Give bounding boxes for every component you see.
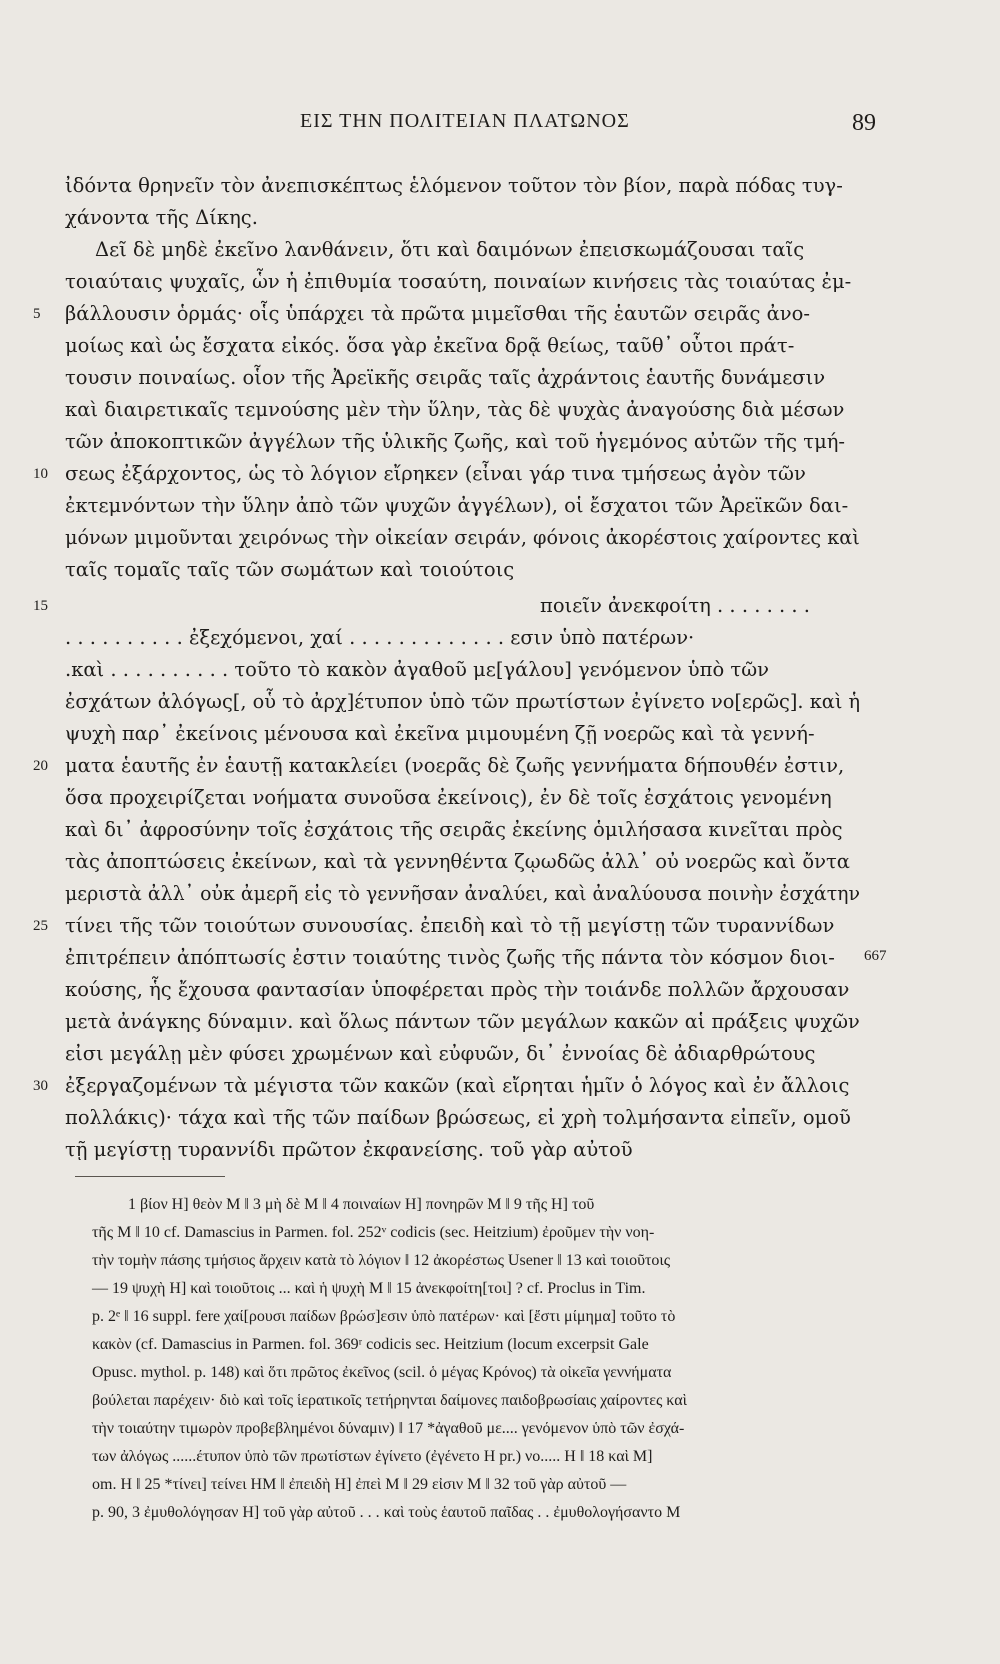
text-line: ἐκτεμνόντων τὴν ὕλην ἀπὸ τῶν ψυχῶν ἀγγέλων), οἱ ἔσχατοι τῶν Ἀρεϊκῶν δαι-: [65, 494, 849, 517]
text-line: .καὶ . . . . . . . . . . τοῦτο τὸ κακὸν ἀγαθοῦ με[γάλου] γενόμενον ὑπὸ τῶν: [65, 658, 769, 681]
text-line: ἐσχάτων ἀλόγως[, οὗ τὸ ἀρχ]έτυπον ὑπὸ τῶν πρωτίστων ἐγίνετο νο[ερῶς]. καὶ ἡ: [65, 690, 861, 713]
footnote-divider: [75, 1176, 225, 1177]
text-line: εἰσι μεγάλῃ μὲν φύσει χρωμένων καὶ εὐφυῶν, δι᾽ ἐννοίας δὲ ἀδιαρθρώτους: [65, 1042, 816, 1065]
text-line: βάλλουσιν ὁρμάς· οἷς ὑπάρχει τὰ πρῶτα μιμεῖσθαι τῆς ἑαυτῶν σειρᾶς ἀνο-: [65, 302, 810, 325]
text-line: τῇ μεγίστῃ τυραννίδι πρῶτον ἐκφανείσης. τοῦ γὰρ αὐτοῦ: [65, 1138, 633, 1161]
line-number: 5: [33, 306, 41, 322]
footnote-line: κακὸν (cf. Damascius in Parmen. fol. 369ʳ codicis sec. Heitzium (locum excerpsit Gale: [92, 1336, 649, 1353]
text-line: τοιαύταις ψυχαῖς, ὧν ἡ ἐπιθυμία τοσαύτη, ποιναίων κινήσεις τὰς τοιαύτας ἐμ-: [65, 270, 852, 293]
footnote-line: τὴν τοιαύτην τιμωρὸν προβεβλημένοι δύναμιν) ‖ 17 *ἀγαθοῦ με.... γενόμενον ὑπὸ τῶν ἐσχά-: [92, 1420, 685, 1437]
text-line: μετὰ ἀνάγκης δύναμιν. καὶ ὅλως πάντων τῶν μεγάλων κακῶν αἱ πράξεις ψυχῶν: [65, 1010, 860, 1033]
text-line: μεριστὰ ἀλλ᾽ οὐκ ἀμερῆ εἰς τὸ γεννῆσαν ἀναλύει, καὶ ἀναλύουσα ποινὴν ἐσχάτην: [65, 882, 861, 905]
text-line: ποιεῖν ἀνεκφοίτη . . . . . . . .: [540, 594, 811, 617]
page-number: 89: [852, 110, 876, 136]
footnote-line: τῆς M ‖ 10 cf. Damascius in Parmen. fol. 252ᵛ codicis (sec. Heitzium) ἐροῦμεν τὴν νοη-: [92, 1224, 655, 1241]
footnote-line: των ἀλόγως ......έτυπον ὑπὸ τῶν πρωτίστων ἐγίνετο (ἐγένετο H pr.) νο..... H ‖ 18 καὶ M]: [92, 1448, 653, 1465]
text-line: ταῖς τομαῖς ταῖς τῶν σωμάτων καὶ τοιούτοις: [65, 558, 515, 581]
text-line: ματα ἑαυτῆς ἐν ἑαυτῇ κατακλείει (νοερᾶς δὲ ζωῆς γεννήματα δήπουθέν ἐστιν,: [65, 754, 845, 777]
text-line: τίνει τῆς τῶν τοιούτων συνουσίας. ἐπειδὴ καὶ τὸ τῇ μεγίστῃ τῶν τυραννίδων: [65, 914, 835, 937]
text-line: . . . . . . . . . . ἐξεχόμενοι, χαί . . . . . . . . . . . . . εσιν ὑπὸ πατέρων·: [65, 626, 695, 649]
text-line: κούσης, ἧς ἔχουσα φαντασίαν ὑποφέρεται πρὸς τὴν τοιάνδε πολλῶν ἄρχουσαν: [65, 978, 850, 1001]
text-line: Δεῖ δὲ μηδὲ ἐκεῖνο λανθάνειν, ὅτι καὶ δαιμόνων ἐπεισκωμάζουσαι ταῖς: [95, 238, 805, 261]
text-line: τουσιν ποιναίως. οἷον τῆς Ἀρεϊκῆς σειρᾶς ταῖς ἀχράντοις ἑαυτῆς δυνάμεσιν: [65, 366, 826, 389]
footnote-line: p. 90, 3 ἐμυθολόγησαν H] τοῦ γὰρ αὐτοῦ . . . καὶ τοὺς ἑαυτοῦ παῖδας . . ἐμυθολογήσαντο M: [92, 1504, 681, 1521]
line-number: 25: [33, 918, 48, 934]
text-line: χάνοντα τῆς Δίκης.: [65, 206, 258, 229]
running-title: ΕΙΣ ΤΗΝ ΠΟΛΙΤΕΙΑΝ ΠΛΑΤΩΝΟΣ: [300, 110, 630, 132]
text-line: ἐξεργαζομένων τὰ μέγιστα τῶν κακῶν (καὶ εἴρηται ἡμῖν ὁ λόγος καὶ ἐν ἄλλοις: [65, 1074, 850, 1097]
line-number: 20: [33, 758, 48, 774]
footnote-line: τὴν τομὴν πάσης τμήσιος ἄρχειν κατὰ τὸ λόγιον ‖ 12 ἀκορέστως Usener ‖ 13 καὶ τοιοῦτοις: [92, 1252, 671, 1269]
footnote-line: βούλεται παρέχειν· διὸ καὶ τοῖς ἱερατικοῖς τετήρηνται δαίμονες παιδοβρωσίαις χαίροντες καὶ: [92, 1392, 687, 1409]
text-line: τὰς ἀποπτώσεις ἐκείνων, καὶ τὰ γεννηθέντα ζῳωδῶς ἀλλ᾽ οὐ νοερῶς καὶ ὄντα: [65, 850, 850, 873]
line-number: 15: [33, 598, 48, 614]
text-line: σεως ἐξάρχοντος, ὡς τὸ λόγιον εἴρηκεν (εἶναι γάρ τινα τμήσεως ἀγὸν τῶν: [65, 462, 806, 485]
text-line: τῶν ἀποκοπτικῶν ἀγγέλων τῆς ὑλικῆς ζωῆς, καὶ τοῦ ἡγεμόνος αὐτῶν τῆς τμή-: [65, 430, 846, 453]
text-line: μόνων μιμοῦνται χειρόνως τὴν οἰκείαν σειράν, φόνοις ἀκορέστοις χαίροντες καὶ: [65, 526, 860, 549]
text-line: ἰδόντα θρηνεῖν τὸν ἀνεπισκέπτως ἑλόμενον τοῦτον τὸν βίον, παρὰ πόδας τυγ-: [65, 174, 843, 197]
footnote-line: 1 βίον H] θεὸν M ‖ 3 μὴ δὲ M ‖ 4 ποιναίων H] πονηρῶν M ‖ 9 τῆς H] τοῦ: [128, 1196, 595, 1213]
text-line: ψυχὴ παρ᾽ ἐκείνοις μένουσα καὶ ἐκεῖνα μιμουμένη ζῇ νοερῶς καὶ τὰ γεννή-: [65, 722, 815, 745]
footnote-line: om. H ‖ 25 *τίνει] τείνει HM ‖ ἐπειδὴ H] ἐπεὶ M ‖ 29 εἰσιν M ‖ 32 τοῦ γὰρ αὐτοῦ —: [92, 1476, 627, 1493]
text-line: ἐπιτρέπειν ἀπόπτωσίς ἐστιν τοιαύτης τινὸς ζωῆς τῆς πάντα τὸν κόσμον διοι-: [65, 946, 835, 969]
line-number: 10: [33, 466, 48, 482]
footnote-line: p. 2ᵉ ‖ 16 suppl. fere χαί[ρουσι παίδων βρώσ]εσιν ὑπὸ πατέρων· καὶ [ἔστι μίμημα] τοῦτο τὸ: [92, 1308, 676, 1325]
text-line: καὶ διαιρετικαῖς τεμνούσης μὲν τὴν ὕλην, τὰς δὲ ψυχὰς ἀναγούσης διὰ μέσων: [65, 398, 845, 421]
text-line: ὅσα προχειρίζεται νοήματα συνοῦσα ἐκείνοις), ἐν δὲ τοῖς ἐσχάτοις γενομένη: [65, 786, 832, 809]
footnote-line: — 19 ψυχὴ H] καὶ τοιοῦτοις ... καὶ ἡ ψυχὴ M ‖ 15 ἀνεκφοίτη[τοι] ? cf. Proclus in Tim.: [92, 1280, 646, 1297]
text-line: μοίως καὶ ὡς ἔσχατα εἰκός. ὅσα γὰρ ἐκεῖνα δρᾷ θείως, ταῦθ᾽ οὗτοι πράτ-: [65, 334, 795, 357]
footnote-line: Opusc. mythol. p. 148) καὶ ὅτι πρῶτος ἐκεῖνος (scil. ὁ μέγας Κρόνος) τὰ οἰκεῖα γεννήματα: [92, 1364, 672, 1381]
text-line: καὶ δι᾽ ἀφροσύνην τοῖς ἐσχάτοις τῆς σειρᾶς ἐκείνης ὁμιλήσασα κινεῖται πρὸς: [65, 818, 843, 841]
line-number: 30: [33, 1078, 48, 1094]
margin-page-reference: 667: [864, 948, 887, 964]
text-line: πολλάκις)· τάχα καὶ τῆς τῶν παίδων βρώσεως, εἰ χρὴ τολμήσαντα εἰπεῖν, ομοῦ: [65, 1106, 851, 1129]
